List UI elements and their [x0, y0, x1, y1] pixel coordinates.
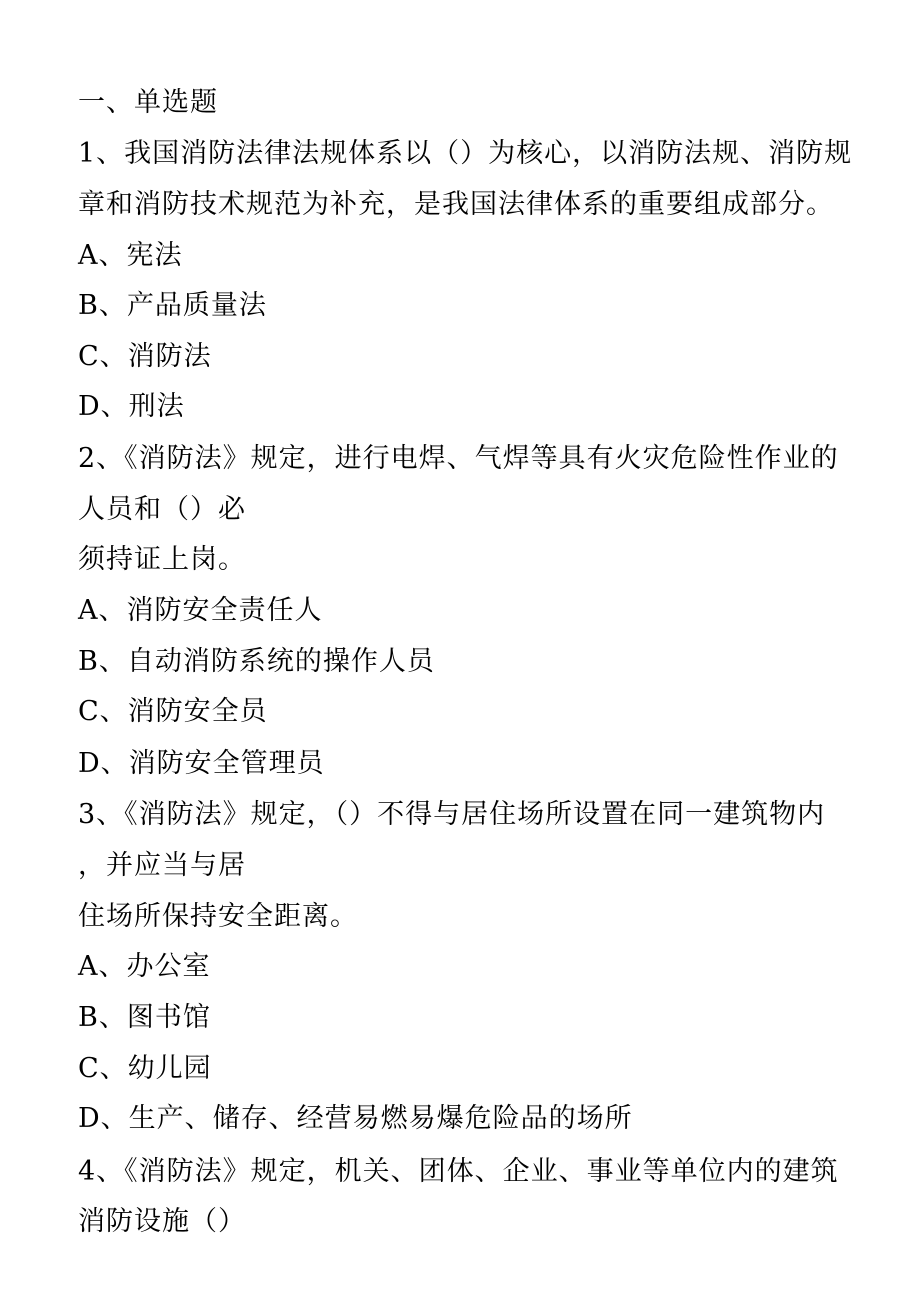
question-3-line-2: ，并应当与居	[78, 850, 246, 881]
question-3-option-b: B、图书馆	[78, 1002, 211, 1033]
question-1-line-1: 1、我国消防法律法规体系以（）为核心，以消防法规、消防规	[78, 138, 853, 169]
question-3-line-3: 住场所保持安全距离。	[78, 901, 358, 932]
question-2-option-a: A、消防安全责任人	[78, 595, 323, 626]
question-2-option-d: D、消防安全管理员	[78, 748, 325, 779]
question-1-option-a: A、宪法	[78, 240, 183, 271]
question-2-line-2: 人员和（）必	[78, 494, 246, 525]
question-3-option-a: A、办公室	[78, 951, 211, 982]
question-4-line-1: 4、《消防法》规定，机关、团体、企业、事业等单位内的建筑	[78, 1156, 839, 1187]
question-2-option-b: B、自动消防系统的操作人员	[78, 646, 435, 677]
question-4-line-2: 消防设施（）	[78, 1206, 246, 1237]
question-3-line-1: 3、《消防法》规定，（）不得与居住场所设置在同一建筑物内	[78, 799, 826, 830]
question-2-option-c: C、消防安全员	[78, 696, 268, 727]
question-2-line-1: 2、《消防法》规定，进行电焊、气焊等具有火灾危险性作业的	[78, 443, 839, 474]
question-1-option-c: C、消防法	[78, 341, 212, 372]
section-title: 一、单选题	[78, 87, 218, 118]
question-2-line-3: 须持证上岗。	[78, 544, 246, 575]
question-1-line-2: 章和消防技术规范为补充，是我国法律体系的重要组成部分。	[78, 189, 834, 220]
question-3-option-d: D、生产、储存、经营易燃易爆危险品的场所	[78, 1103, 633, 1134]
question-1-option-d: D、刑法	[78, 391, 185, 422]
question-1-option-b: B、产品质量法	[78, 290, 267, 321]
question-3-option-c: C、幼儿园	[78, 1053, 212, 1084]
